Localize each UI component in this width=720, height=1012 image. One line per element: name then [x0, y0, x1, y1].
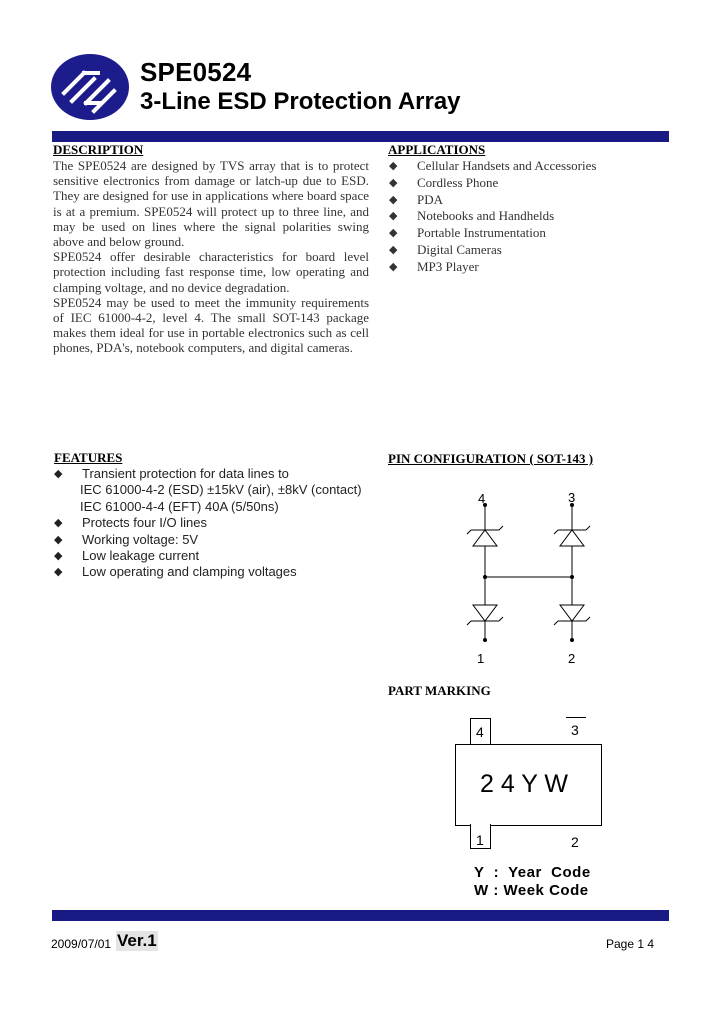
company-logo [50, 53, 130, 121]
list-item: ◆ PDA [389, 191, 444, 207]
list-item: ◆ MP3 Player [389, 258, 479, 274]
applications-list [389, 158, 596, 276]
features-list [54, 466, 362, 581]
diamond-bullet-icon: ◆ [54, 550, 63, 563]
footer-version: Ver.1 [117, 931, 157, 950]
diamond-bullet-icon: ◆ [54, 566, 63, 579]
description-paragraph: SPE0524 offer desirable characteristics for board level protection including fast response time, low operating and clamping voltage, and no device degradation. [53, 249, 369, 295]
diamond-bullet-icon: ◆ [389, 227, 398, 240]
list-item: ◆ Protects four I/O lines [54, 515, 207, 531]
part-marking-heading: PART MARKING [388, 683, 491, 698]
list-item: ◆ Digital Cameras [389, 241, 502, 257]
list-item: ◆ Working voltage: 5V [54, 531, 199, 547]
list-item: ◆ Notebooks and Handhelds [389, 208, 555, 224]
diamond-bullet-icon: ◆ [389, 160, 398, 172]
applications-heading: APPLICATIONS [388, 142, 486, 157]
marking-code: 2 4 Y W [480, 770, 569, 798]
marking-pin-4: 4 [476, 724, 484, 740]
marking-pin-1: 1 [476, 832, 484, 848]
week-code-legend: W : Week Code [474, 882, 589, 899]
description-body [53, 158, 369, 356]
list-subitem: IEC 61000-4-2 (ESD) ±15kV (air), ±8kV (contact) [80, 482, 362, 498]
year-code-legend: Y : Year Code [474, 864, 591, 881]
list-subitem: IEC 61000-4-4 (EFT) 40A (5/50ns) [80, 498, 279, 514]
list-item: ◆ Low leakage current [54, 548, 200, 564]
package-pin-3-marker [566, 717, 586, 718]
list-item: ◆ Cordless Phone [389, 174, 499, 190]
marking-pin-2: 2 [571, 834, 579, 850]
list-item: ◆ Low operating and clamping voltages [54, 564, 297, 580]
list-item: ◆ Cellular Handsets and Accessories [389, 158, 597, 173]
description-paragraph: SPE0524 may be used to meet the immunity requirements of IEC 61000-4-2, level 4. The small SOT-143 package makes them ideal for use in portable electronics such as cell phones, PDA's, notebook computers, and digital cameras. [53, 294, 369, 356]
features-heading: FEATURES [54, 450, 123, 465]
pin-label-3: 3 [568, 490, 576, 505]
description-paragraph: The SPE0524 are designed by TVS array that is to protect sensitive electronics from damage or latch-up due to ESD. They are designed for use in applications where board space is at a premium. SPE0524 will protect up to three line, and may be used on lines where the signal polarities swing above and below ground. [53, 158, 369, 250]
diamond-bullet-icon: ◆ [389, 210, 398, 223]
diamond-bullet-icon: ◆ [389, 193, 398, 206]
diamond-bullet-icon: ◆ [54, 517, 63, 530]
footer-divider [52, 910, 669, 921]
diamond-bullet-icon: ◆ [389, 176, 398, 189]
marking-pin-3: 3 [571, 722, 579, 738]
description-heading: DESCRIPTION [53, 142, 144, 157]
diamond-bullet-icon: ◆ [389, 243, 398, 256]
document-subtitle: 3-Line ESD Protection Array [140, 88, 461, 115]
pin-config-heading: PIN CONFIGURATION ( SOT-143 ) [388, 451, 594, 466]
header-divider [52, 131, 669, 142]
list-item: ◆ Portable Instrumentation [389, 225, 546, 241]
diamond-bullet-icon: ◆ [389, 260, 398, 273]
part-number-title: SPE0524 [140, 57, 252, 87]
pin-config-schematic [450, 488, 610, 673]
footer-date: 2009/07/01 [51, 937, 112, 951]
pin-label-4: 4 [478, 491, 486, 506]
diamond-bullet-icon: ◆ [54, 468, 63, 480]
footer-page: Page 1 4 [606, 937, 655, 951]
list-item: ◆ Transient protection for data lines to [54, 466, 289, 481]
diamond-bullet-icon: ◆ [54, 533, 63, 546]
pin-label-2: 2 [568, 651, 576, 666]
pin-label-1: 1 [477, 651, 485, 666]
